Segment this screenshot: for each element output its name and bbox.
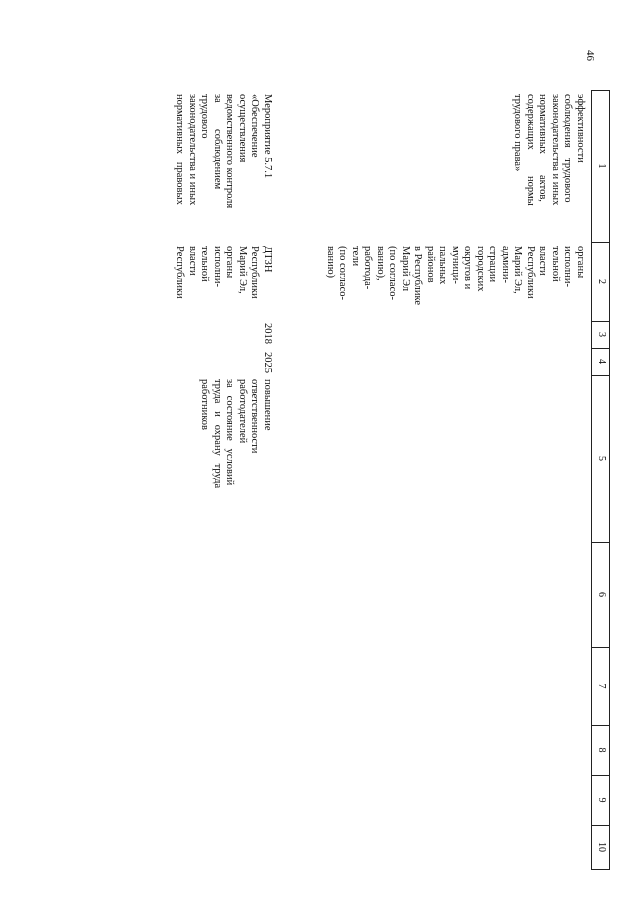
row2-col4-text: 2025 [262, 352, 273, 373]
row1-col2-text: органы исполни- тельной власти Республики Марий Эл, админи- страции городских округов и муници- пальных районов в Республике Марий Эл (по согласо- ванию), работода- тели (по согласо- ванию) [325, 246, 586, 306]
header-top-line [609, 90, 610, 870]
column-number: 6 [596, 592, 607, 597]
rotated-table [140, 80, 610, 870]
column-number: 10 [596, 842, 607, 852]
column-number: 3 [596, 332, 607, 337]
row2-col2-text: ДТЗН Республики Марий Эл, органы исполни- тельной власти Республики [174, 246, 273, 299]
header-bottom-line [591, 90, 592, 870]
row2-col5-text: повышение ответственности работодателей за состояние условий труда и охрану труда работников [199, 379, 273, 489]
column-number: 9 [596, 797, 607, 803]
row2-col1-text: Мероприятие 5.7.1 «Обеспечение осуществления ведомственного контроля за соблюдением трудового законодательства и иных нормативных правовых [174, 94, 273, 209]
col-divider [592, 869, 610, 870]
column-number: 5 [596, 456, 607, 461]
column-number: 2 [596, 279, 607, 284]
column-number: 1 [596, 163, 607, 169]
row2-col3-text: 2018 [262, 323, 273, 344]
column-number: 7 [596, 683, 607, 689]
page-number: 46 [584, 50, 596, 61]
row1-col1-text: эффективности соблюдения трудового законодательства и иных нормативных актов, содержащих нормы трудового права» [512, 94, 586, 206]
column-number: 4 [596, 359, 607, 364]
column-number: 8 [596, 747, 607, 753]
